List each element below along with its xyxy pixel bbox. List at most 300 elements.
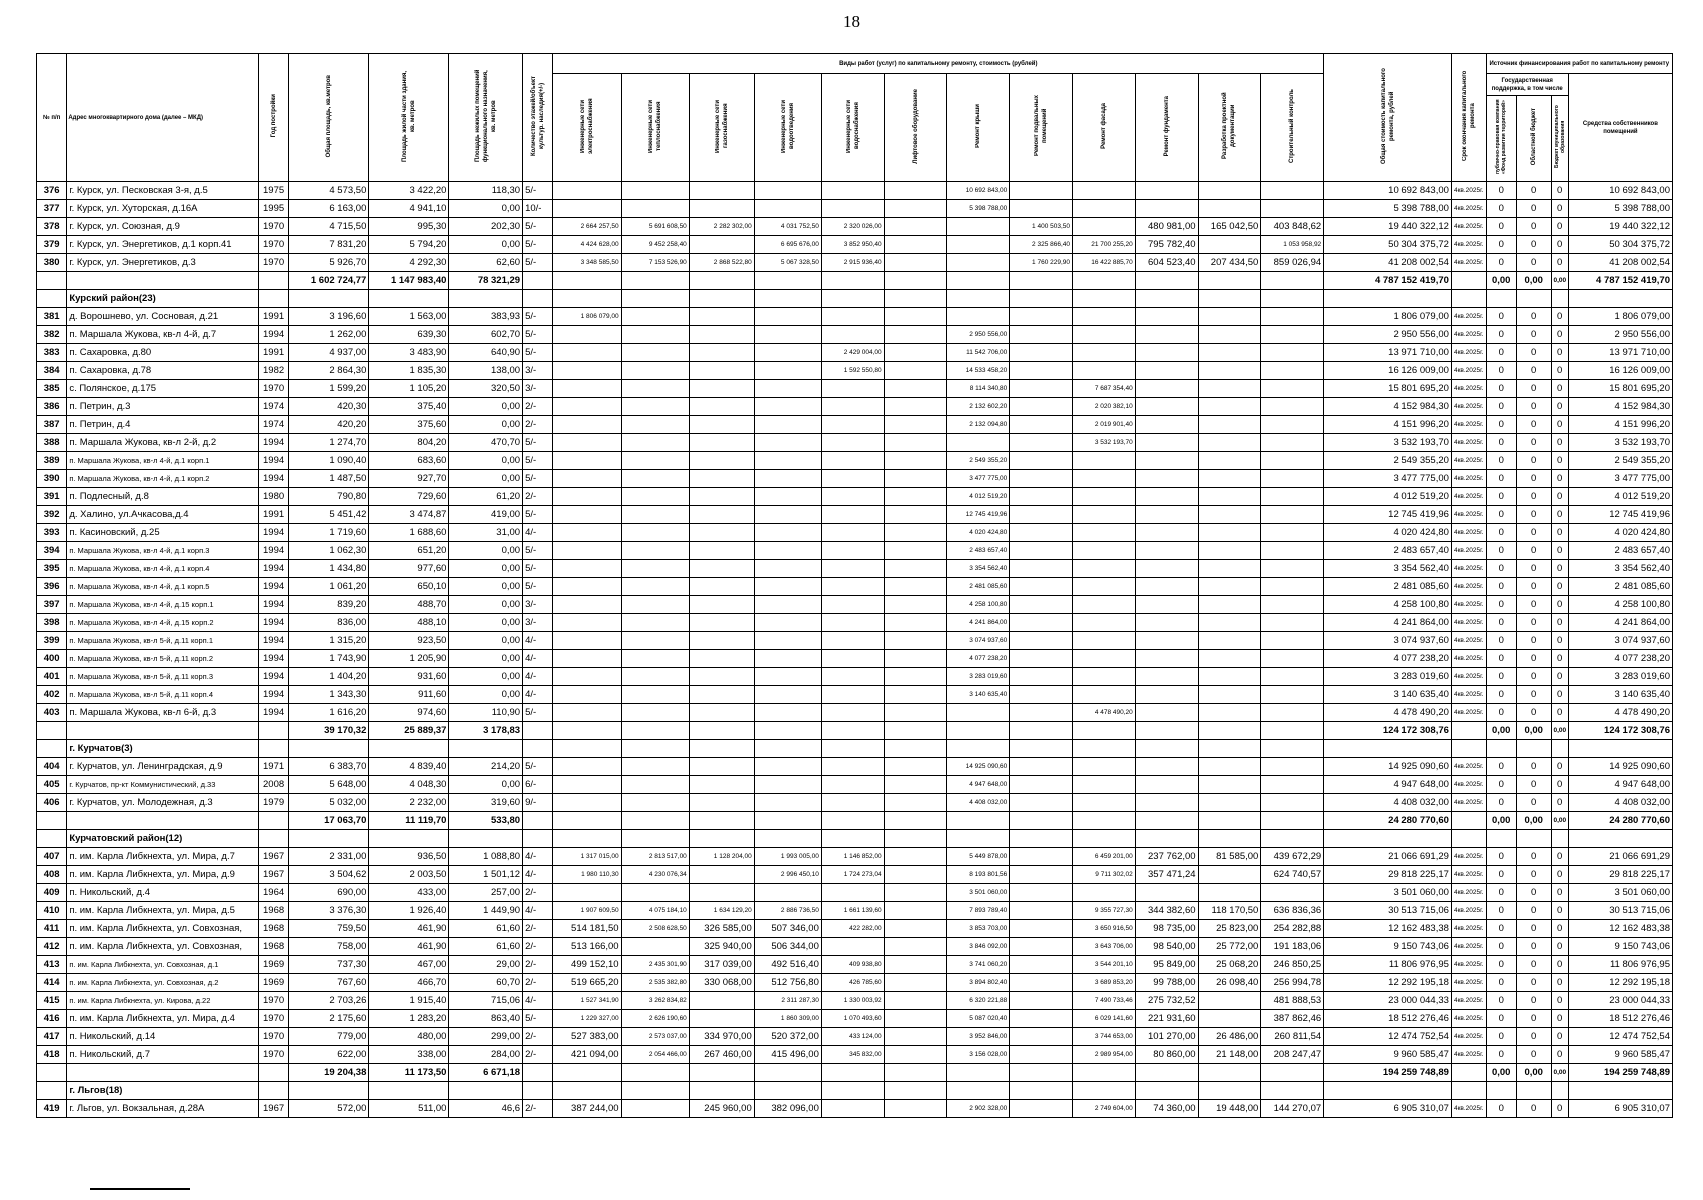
row-fund: 0 xyxy=(1486,452,1516,470)
row-municipal: 0 xyxy=(1551,938,1568,956)
row-regional: 0 xyxy=(1516,938,1551,956)
row-owners: 2 950 556,00 xyxy=(1568,326,1672,344)
row-work-ht xyxy=(621,938,689,956)
row-nonres-area: 0,00 xyxy=(449,200,523,218)
row-number: 413 xyxy=(37,956,67,974)
row-address: п. им. Карла Либкнехта, ул. Совхозная, xyxy=(67,938,259,956)
row-deadline: 4кв.2025г. xyxy=(1451,758,1486,776)
row-work-fc xyxy=(1073,614,1136,632)
row-total-area: 2 864,30 xyxy=(289,362,369,380)
row-work-wo xyxy=(754,470,821,488)
row-regional: 0 xyxy=(1516,956,1551,974)
district-empty xyxy=(1198,740,1261,758)
row-living-area: 466,70 xyxy=(369,974,449,992)
row-work-fd xyxy=(1135,776,1198,794)
row-floors: 9/- xyxy=(523,794,553,812)
row-municipal: 0 xyxy=(1551,650,1568,668)
row-year: 1994 xyxy=(258,470,288,488)
row-work-ht: 5 691 608,50 xyxy=(621,218,689,236)
row-municipal: 0 xyxy=(1551,434,1568,452)
district-row xyxy=(37,740,1673,758)
row-work-wi: 2 429 004,00 xyxy=(821,344,884,362)
row-work-fc xyxy=(1073,560,1136,578)
row-work-bs xyxy=(1010,578,1073,596)
row-work-ct: 256 994,78 xyxy=(1261,974,1324,992)
row-floors: 2/- xyxy=(523,1100,553,1118)
row-municipal: 0 xyxy=(1551,884,1568,902)
row-work-rf: 3 501 060,00 xyxy=(947,884,1010,902)
row-fund: 0 xyxy=(1486,614,1516,632)
row-work-fd xyxy=(1135,560,1198,578)
row-total-cost: 12 745 419,96 xyxy=(1324,506,1452,524)
row-work-lf xyxy=(884,758,947,776)
row-work-fd xyxy=(1135,362,1198,380)
row-address: п. им. Карла Либкнехта, ул. Совхозная, д.1 xyxy=(67,956,259,974)
row-regional: 0 xyxy=(1516,182,1551,200)
row-work-ht xyxy=(621,686,689,704)
row-work-wi: 2 915 936,40 xyxy=(821,254,884,272)
row-year: 1970 xyxy=(258,1028,288,1046)
sum-municipal: 0,00 xyxy=(1551,812,1568,830)
row-regional: 0 xyxy=(1516,524,1551,542)
row-nonres-area: 1 449,90 xyxy=(449,902,523,920)
row-fund: 0 xyxy=(1486,758,1516,776)
row-work-bs: 1 760 229,90 xyxy=(1010,254,1073,272)
row-work-ht xyxy=(621,758,689,776)
sum-work-fc xyxy=(1073,272,1136,290)
district-empty xyxy=(289,1082,369,1100)
row-work-wo xyxy=(754,362,821,380)
district-empty xyxy=(553,290,621,308)
district-empty xyxy=(523,1082,553,1100)
row-work-lf xyxy=(884,704,947,722)
table-row xyxy=(37,866,1673,884)
sum-work-ht xyxy=(621,812,689,830)
row-regional: 0 xyxy=(1516,1046,1551,1064)
table-body xyxy=(37,182,1673,1118)
row-total-area: 1 616,20 xyxy=(289,704,369,722)
row-work-ht xyxy=(621,506,689,524)
row-work-lf xyxy=(884,956,947,974)
sum-work-bs xyxy=(1010,722,1073,740)
row-total-cost: 1 806 079,00 xyxy=(1324,308,1452,326)
row-work-gs xyxy=(689,704,754,722)
district-empty xyxy=(1135,830,1198,848)
row-work-fd xyxy=(1135,470,1198,488)
row-work-wi: 3 852 950,40 xyxy=(821,236,884,254)
row-work-ds xyxy=(1198,452,1261,470)
table-row xyxy=(37,1100,1673,1118)
row-fund: 0 xyxy=(1486,416,1516,434)
row-floors: 4/- xyxy=(523,686,553,704)
district-empty xyxy=(621,1082,689,1100)
row-work-fd: 101 270,00 xyxy=(1135,1028,1198,1046)
row-work-fc: 6 459 201,00 xyxy=(1073,848,1136,866)
row-total-cost: 29 818 225,17 xyxy=(1324,866,1452,884)
row-work-lf xyxy=(884,254,947,272)
table-row xyxy=(37,524,1673,542)
row-owners: 12 162 483,38 xyxy=(1568,920,1672,938)
row-work-bs xyxy=(1010,1028,1073,1046)
row-owners: 3 501 060,00 xyxy=(1568,884,1672,902)
row-work-bs xyxy=(1010,326,1073,344)
row-work-ht xyxy=(621,596,689,614)
sum-fund: 0,00 xyxy=(1486,812,1516,830)
row-nonres-area: 319,60 xyxy=(449,794,523,812)
row-work-wo xyxy=(754,686,821,704)
row-work-el xyxy=(553,578,621,596)
row-address: п. им. Карла Либкнехта, ул. Совхозная, xyxy=(67,920,259,938)
district-empty xyxy=(258,740,288,758)
table-row xyxy=(37,686,1673,704)
row-work-fd xyxy=(1135,614,1198,632)
row-work-ds xyxy=(1198,578,1261,596)
row-work-el: 421 094,00 xyxy=(553,1046,621,1064)
row-work-fd xyxy=(1135,398,1198,416)
row-municipal: 0 xyxy=(1551,848,1568,866)
row-year: 1974 xyxy=(258,416,288,434)
sum-work-fd xyxy=(1135,812,1198,830)
row-address: г. Курчатов, ул. Ленинградская, д.9 xyxy=(67,758,259,776)
row-work-gs xyxy=(689,200,754,218)
row-work-ds: 25 823,00 xyxy=(1198,920,1261,938)
row-fund: 0 xyxy=(1486,974,1516,992)
header-floors: Количество этажей/объект культур. наследия(+/-) xyxy=(523,54,553,182)
row-work-rf: 4 947 648,00 xyxy=(947,776,1010,794)
row-owners: 9 960 585,47 xyxy=(1568,1046,1672,1064)
row-work-fd xyxy=(1135,434,1198,452)
row-floors: 2/- xyxy=(523,920,553,938)
row-deadline: 4кв.2025г. xyxy=(1451,1010,1486,1028)
row-owners: 14 925 090,60 xyxy=(1568,758,1672,776)
district-empty xyxy=(1135,1082,1198,1100)
row-work-ct: 246 850,25 xyxy=(1261,956,1324,974)
row-owners: 12 474 752,54 xyxy=(1568,1028,1672,1046)
row-work-ct xyxy=(1261,596,1324,614)
row-work-wi: 433 124,00 xyxy=(821,1028,884,1046)
row-work-fc: 2 019 901,40 xyxy=(1073,416,1136,434)
row-regional: 0 xyxy=(1516,398,1551,416)
row-nonres-area: 419,00 xyxy=(449,506,523,524)
row-work-wi xyxy=(821,776,884,794)
row-year: 1994 xyxy=(258,560,288,578)
row-owners: 3 477 775,00 xyxy=(1568,470,1672,488)
row-municipal: 0 xyxy=(1551,200,1568,218)
row-number: 408 xyxy=(37,866,67,884)
header-nonres-area: Площадь нежилых помещений функционального назначения, кв. метров xyxy=(449,54,523,182)
row-deadline: 4кв.2025г. xyxy=(1451,470,1486,488)
row-work-ht: 4 075 184,10 xyxy=(621,902,689,920)
header-design: Разработка проектной документации xyxy=(1198,74,1261,182)
district-empty xyxy=(258,1082,288,1100)
row-total-cost: 4 947 648,00 xyxy=(1324,776,1452,794)
row-nonres-area: 0,00 xyxy=(449,632,523,650)
row-work-wo xyxy=(754,182,821,200)
district-empty xyxy=(689,290,754,308)
row-work-lf xyxy=(884,236,947,254)
row-work-fd: 80 860,00 xyxy=(1135,1046,1198,1064)
row-work-wo: 1 860 309,00 xyxy=(754,1010,821,1028)
row-total-area: 622,00 xyxy=(289,1046,369,1064)
row-living-area: 375,40 xyxy=(369,398,449,416)
district-empty xyxy=(1451,740,1486,758)
row-work-ht: 2 573 037,00 xyxy=(621,1028,689,1046)
row-work-bs xyxy=(1010,992,1073,1010)
sum-nonres-area: 6 671,18 xyxy=(449,1064,523,1082)
row-address: п. Маршала Жукова, кв-л 4-й, д.7 xyxy=(67,326,259,344)
row-number: 380 xyxy=(37,254,67,272)
row-year: 1967 xyxy=(258,848,288,866)
header-foundation: Ремонт фундамента xyxy=(1135,74,1198,182)
sum-work-ht xyxy=(621,272,689,290)
row-municipal: 0 xyxy=(1551,182,1568,200)
row-work-gs xyxy=(689,326,754,344)
sum-floors xyxy=(523,1064,553,1082)
row-work-ht xyxy=(621,776,689,794)
row-nonres-area: 602,70 xyxy=(449,326,523,344)
row-work-rf: 2 132 094,80 xyxy=(947,416,1010,434)
row-work-el xyxy=(553,362,621,380)
row-year: 1991 xyxy=(258,308,288,326)
sum-nonres-area: 3 178,83 xyxy=(449,722,523,740)
row-work-wi xyxy=(821,884,884,902)
row-work-lf xyxy=(884,992,947,1010)
row-address: п. Маршала Жукова, кв-л 2-й, д.2 xyxy=(67,434,259,452)
row-work-bs xyxy=(1010,632,1073,650)
row-work-ht: 2 054 466,00 xyxy=(621,1046,689,1064)
row-regional: 0 xyxy=(1516,632,1551,650)
row-work-gs xyxy=(689,488,754,506)
row-fund: 0 xyxy=(1486,524,1516,542)
table-row xyxy=(37,470,1673,488)
row-work-rf: 2 481 085,60 xyxy=(947,578,1010,596)
row-address: п. Маршала Жукова, кв-л 4-й, д.1 корп.5 xyxy=(67,578,259,596)
row-total-area: 1 062,30 xyxy=(289,542,369,560)
row-number: 401 xyxy=(37,668,67,686)
row-address: п. Маршала Жукова, кв-л 5-й, д.11 корп.2 xyxy=(67,650,259,668)
row-owners: 4 077 238,20 xyxy=(1568,650,1672,668)
row-fund: 0 xyxy=(1486,668,1516,686)
row-work-wi xyxy=(821,650,884,668)
row-work-wo: 520 372,00 xyxy=(754,1028,821,1046)
row-work-rf xyxy=(947,254,1010,272)
row-total-cost: 4 241 864,00 xyxy=(1324,614,1452,632)
row-total-area: 790,80 xyxy=(289,488,369,506)
row-work-bs xyxy=(1010,866,1073,884)
row-deadline: 4кв.2025г. xyxy=(1451,884,1486,902)
row-owners: 4 241 864,00 xyxy=(1568,614,1672,632)
district-empty xyxy=(821,740,884,758)
row-total-cost: 19 440 322,12 xyxy=(1324,218,1452,236)
row-work-wo xyxy=(754,794,821,812)
row-work-gs: 325 940,00 xyxy=(689,938,754,956)
row-work-wo: 2 311 287,30 xyxy=(754,992,821,1010)
district-name: Курчатовский район(12) xyxy=(67,830,259,848)
row-total-area: 2 331,00 xyxy=(289,848,369,866)
row-fund: 0 xyxy=(1486,650,1516,668)
row-work-bs xyxy=(1010,1010,1073,1028)
row-address: п. Маршала Жукова, кв-л 6-й, д.3 xyxy=(67,704,259,722)
row-nonres-area: 61,60 xyxy=(449,938,523,956)
row-work-wi xyxy=(821,542,884,560)
row-floors: 5/- xyxy=(523,308,553,326)
row-deadline: 4кв.2025г. xyxy=(1451,182,1486,200)
row-total-cost: 2 481 085,60 xyxy=(1324,578,1452,596)
row-work-el xyxy=(553,344,621,362)
sum-nonres-area: 78 321,29 xyxy=(449,272,523,290)
row-work-ht xyxy=(621,578,689,596)
district-empty xyxy=(553,830,621,848)
row-work-bs xyxy=(1010,434,1073,452)
row-work-el: 499 152,10 xyxy=(553,956,621,974)
row-work-ht xyxy=(621,632,689,650)
district-empty xyxy=(621,740,689,758)
row-work-fc: 3 689 853,20 xyxy=(1073,974,1136,992)
row-fund: 0 xyxy=(1486,326,1516,344)
row-work-lf xyxy=(884,308,947,326)
district-num xyxy=(37,830,67,848)
district-empty xyxy=(1486,740,1516,758)
row-work-wi xyxy=(821,434,884,452)
row-work-fc: 2 020 382,10 xyxy=(1073,398,1136,416)
row-work-ht: 9 452 258,40 xyxy=(621,236,689,254)
district-empty xyxy=(1568,830,1672,848)
row-number: 387 xyxy=(37,416,67,434)
row-fund: 0 xyxy=(1486,254,1516,272)
row-total-area: 1 061,20 xyxy=(289,578,369,596)
district-empty xyxy=(621,290,689,308)
table-row xyxy=(37,218,1673,236)
district-empty xyxy=(1135,740,1198,758)
row-work-fd xyxy=(1135,524,1198,542)
district-empty xyxy=(1486,830,1516,848)
district-empty xyxy=(689,830,754,848)
row-work-el xyxy=(553,470,621,488)
row-work-fd: 795 782,40 xyxy=(1135,236,1198,254)
row-work-fc xyxy=(1073,362,1136,380)
row-work-ht xyxy=(621,794,689,812)
row-work-fd xyxy=(1135,506,1198,524)
row-deadline: 4кв.2025г. xyxy=(1451,506,1486,524)
district-empty xyxy=(369,830,449,848)
row-living-area: 4 941,10 xyxy=(369,200,449,218)
row-total-area: 5 032,00 xyxy=(289,794,369,812)
row-regional: 0 xyxy=(1516,380,1551,398)
row-work-gs xyxy=(689,542,754,560)
sum-owners: 24 280 770,60 xyxy=(1568,812,1672,830)
row-deadline: 4кв.2025г. xyxy=(1451,452,1486,470)
row-work-fc xyxy=(1073,218,1136,236)
row-owners: 2 481 085,60 xyxy=(1568,578,1672,596)
row-work-ds xyxy=(1198,416,1261,434)
row-number: 406 xyxy=(37,794,67,812)
row-work-lf xyxy=(884,380,947,398)
row-number: 377 xyxy=(37,200,67,218)
row-floors: 5/- xyxy=(523,344,553,362)
row-total-cost: 12 162 483,38 xyxy=(1324,920,1452,938)
row-work-ds xyxy=(1198,758,1261,776)
row-owners: 12 292 195,18 xyxy=(1568,974,1672,992)
sum-work-wi xyxy=(821,1064,884,1082)
row-work-el xyxy=(553,398,621,416)
row-year: 1994 xyxy=(258,452,288,470)
row-work-wi xyxy=(821,578,884,596)
row-address: п. Никольский, д.7 xyxy=(67,1046,259,1064)
sum-owners: 4 787 152 419,70 xyxy=(1568,272,1672,290)
row-total-area: 1 274,70 xyxy=(289,434,369,452)
row-deadline: 4кв.2025г. xyxy=(1451,218,1486,236)
row-work-rf: 14 533 458,20 xyxy=(947,362,1010,380)
row-total-area: 1 404,20 xyxy=(289,668,369,686)
row-owners: 4 258 100,80 xyxy=(1568,596,1672,614)
row-work-ct xyxy=(1261,308,1324,326)
table-row xyxy=(37,416,1673,434)
row-total-area: 836,00 xyxy=(289,614,369,632)
sum-work-wi xyxy=(821,272,884,290)
district-row xyxy=(37,290,1673,308)
header-municipal: Бюджет муниципального образования xyxy=(1551,96,1568,182)
row-work-rf: 4 077 238,20 xyxy=(947,650,1010,668)
sum-address xyxy=(67,272,259,290)
sum-owners: 124 172 308,76 xyxy=(1568,722,1672,740)
row-owners: 15 801 695,20 xyxy=(1568,380,1672,398)
row-regional: 0 xyxy=(1516,794,1551,812)
sum-work-fc xyxy=(1073,812,1136,830)
row-living-area: 511,00 xyxy=(369,1100,449,1118)
row-municipal: 0 xyxy=(1551,866,1568,884)
sum-regional: 0,00 xyxy=(1516,1064,1551,1082)
row-regional: 0 xyxy=(1516,596,1551,614)
row-number: 400 xyxy=(37,650,67,668)
row-work-bs xyxy=(1010,668,1073,686)
district-empty xyxy=(258,830,288,848)
row-work-rf: 3 140 635,40 xyxy=(947,686,1010,704)
row-nonres-area: 61,60 xyxy=(449,920,523,938)
row-work-rf: 4 408 032,00 xyxy=(947,794,1010,812)
row-work-gs xyxy=(689,308,754,326)
row-work-wo: 5 067 328,50 xyxy=(754,254,821,272)
row-year: 1969 xyxy=(258,974,288,992)
row-work-rf: 3 894 802,40 xyxy=(947,974,1010,992)
row-work-bs xyxy=(1010,308,1073,326)
row-work-wo xyxy=(754,380,821,398)
table-row xyxy=(37,560,1673,578)
row-living-area: 639,30 xyxy=(369,326,449,344)
row-floors: 4/- xyxy=(523,992,553,1010)
row-owners: 4 020 424,80 xyxy=(1568,524,1672,542)
row-number: 392 xyxy=(37,506,67,524)
row-work-rf xyxy=(947,704,1010,722)
sum-work-el xyxy=(553,272,621,290)
row-work-ds xyxy=(1198,434,1261,452)
sum-work-ct xyxy=(1261,272,1324,290)
row-work-ds xyxy=(1198,686,1261,704)
row-living-area: 3 483,90 xyxy=(369,344,449,362)
row-work-el xyxy=(553,884,621,902)
district-empty xyxy=(1551,830,1568,848)
row-nonres-area: 0,00 xyxy=(449,578,523,596)
district-empty xyxy=(1261,740,1324,758)
row-work-gs xyxy=(689,596,754,614)
row-work-el: 4 424 628,00 xyxy=(553,236,621,254)
row-regional: 0 xyxy=(1516,704,1551,722)
row-work-bs xyxy=(1010,938,1073,956)
row-nonres-area: 214,20 xyxy=(449,758,523,776)
row-deadline: 4кв.2025г. xyxy=(1451,344,1486,362)
district-empty xyxy=(1261,830,1324,848)
sum-work-ct xyxy=(1261,722,1324,740)
sum-work-wi xyxy=(821,812,884,830)
